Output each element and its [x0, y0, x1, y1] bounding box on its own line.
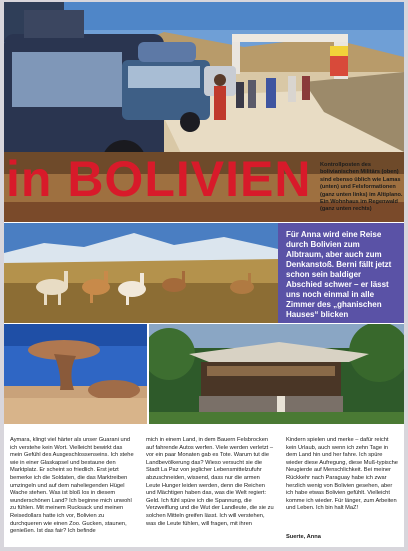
photo-caption: Kontrollposten des bolivianischen Militärs (oben) sind ebenso üblich wie Lamas (unten) und Felsformationen (ganz unten links) im Altiplano. Ein Wohnhaus im Regenwald (ganz unten rechts) [320, 162, 403, 213]
headline: in BOLIVIEN [6, 151, 312, 207]
llama-photo [4, 223, 278, 323]
body-column-2: mich in einem Land, in dem Bauern Felsbrocken auf fahrende Autos werfen. Viele werden verletzt – vor ein paar Monaten gab es Tote. Warum tut die Landbevölkerung das? Wieso versucht sie die Stadt La Paz von jeglicher Lebensmittelzufuhr abzuschneiden, wissend, dass nur die armen Leute Hunger leiden werden, denn die Reichen und Mächtigen haben das, was die Welt regiert: Geld. Ich fühl spüre ich die Spannung, die Verzweiflung und die Wut der Landleute, die sie zu solchen Mitteln greifen lässt. Ich will verstehen, was die Leute fühlen, will fragen, mit ihren [146, 437, 274, 527]
rainforest-house-photo [149, 324, 404, 424]
intro-text: Für Anna wird eine Reise durch Bolivien zum Albtraum, aber auch zum Denkanstoß. Berni fällt jetzt schon sein baldiger Abschied schwer – er lässt uns noch einmal in alle Zimmer des „ghanischen Hauses“ blicken [286, 230, 392, 319]
magazine-page [4, 2, 404, 547]
signoff: Suerte, Anna [286, 534, 321, 540]
rock-formation-photo [4, 324, 147, 424]
body-column-3: Kindern spielen und merke – dafür reicht kein Urlaub, auch wenn ich zehn Tage in dem Land hin und her fahre. Ich spüre wieder diese Aufregung, diese Muß-typische Neugierde auf Menschlichkeit. Bei meiner Rückkehr nach Paraguay habe ich zwar herzlich wenig von Bolivien gesehen, aber ich habe etwas Bolivien gefühlt. Vielleicht komme ich wieder. Für länger, zum Arbeiten und Leben. Ich bin halt MaZ! [286, 437, 398, 512]
body-column-1: Aymara, klingt viel härter als unser Guarani und ich verstehe kein Wort. Vielleicht bewirkt das mein Gefühl des Ausgeschlossenseins. Ich stehe wie in einer Glaskapsel und bestaune den Marktplatz. Er scheint so friedlich. Erst jetzt bemerke ich die Soldaten, die das Marktreiben umzingeln und auf dem naheliegenden Hügel Wache stehen. Was ist bloß los in diesem wunderschönen Land? Ich beginne mich unwohl zu fühlen. Mit meinem Rucksack und meinen Reisedollars hatte ich vor, Bolivien zu durchqueren wie einen Zoo. Gucken, staunen, genießen. Ist das fair? Ich befinde [10, 437, 134, 535]
